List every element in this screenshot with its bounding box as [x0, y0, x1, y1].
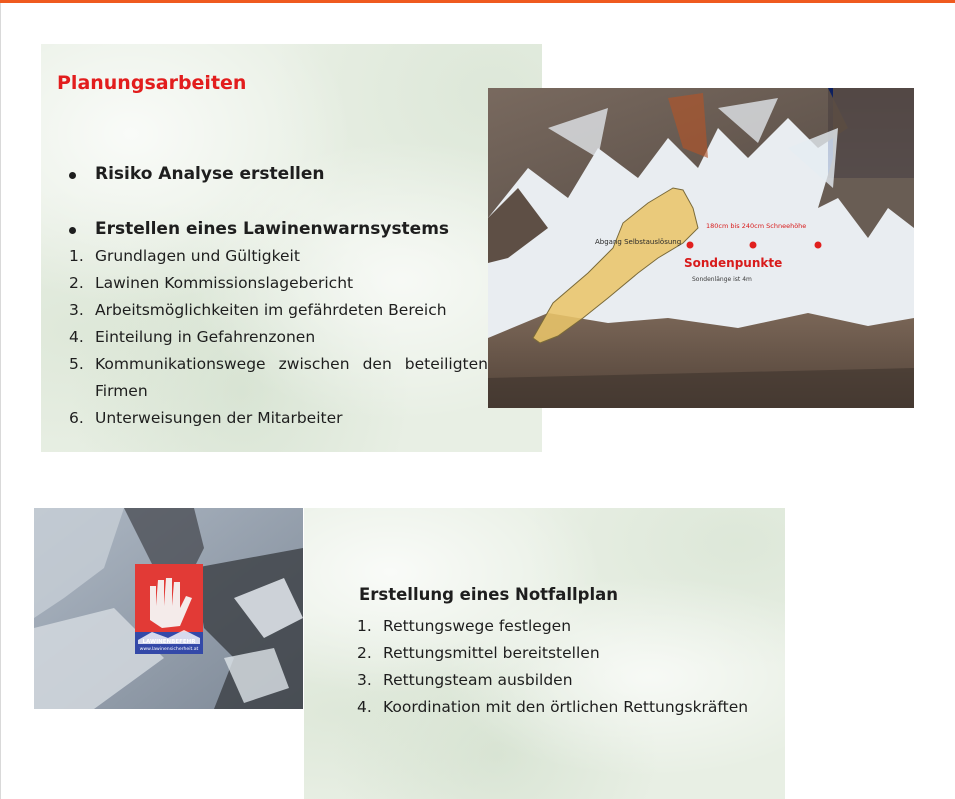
label-snow-depth: 180cm bis 240cm Schneehöhe — [706, 222, 807, 230]
bullet-text: Risiko Analyse erstellen — [95, 164, 325, 184]
list-text: Rettungsmittel bereitstellen — [383, 644, 600, 662]
list-item — [357, 640, 777, 667]
avalanche-illustration — [34, 508, 303, 709]
label-release: Abgang Selbstauslösung — [595, 238, 682, 246]
emergency-numbered-list — [357, 613, 777, 721]
list-item — [69, 270, 488, 297]
list-text: Grundlagen und Gültigkeit — [95, 247, 300, 265]
list-item — [69, 405, 488, 432]
bullet-dot-icon — [69, 227, 76, 234]
list-text: Rettungsteam ausbilden — [383, 671, 573, 689]
planning-numbered-list — [69, 243, 488, 432]
label-probe-length: Sondenlänge ist 4m — [692, 276, 752, 283]
list-item — [357, 667, 777, 694]
list-number: 4. — [69, 328, 84, 346]
list-item — [357, 613, 777, 640]
list-number: 4. — [357, 698, 372, 716]
logo-url: www.lawinensicherheit.at — [139, 647, 199, 652]
logo-title: LAWINENBEFEHR — [142, 639, 196, 645]
planning-heading: Planungsarbeiten — [57, 72, 247, 94]
list-item — [69, 243, 488, 270]
list-item — [69, 324, 488, 351]
avalanche-photo — [34, 508, 303, 709]
list-text: Unterweisungen der Mitarbeiter — [95, 409, 343, 427]
list-number: 3. — [69, 301, 84, 319]
list-number: 1. — [69, 247, 84, 265]
list-item — [69, 297, 488, 324]
list-item — [69, 351, 488, 405]
list-text: Einteilung in Gefahrenzonen — [95, 328, 316, 346]
emergency-heading: Erstellung eines Notfallplan — [359, 585, 619, 604]
list-number: 3. — [357, 671, 372, 689]
label-probe-points: Sondenpunkte — [684, 256, 783, 270]
list-text: Kommunikationswege zwischen den beteiligten Firmen — [95, 355, 488, 400]
bullet-text: Erstellen eines Lawinenwarnsystems — [95, 219, 450, 239]
list-number: 2. — [69, 274, 84, 292]
list-number: 5. — [69, 355, 84, 373]
list-text: Koordination mit den örtlichen Rettungskräften — [383, 698, 749, 716]
mountain-slope-illustration — [488, 88, 914, 408]
bullet-dot-icon — [69, 172, 76, 179]
left-border — [0, 3, 1, 799]
top-accent-border — [0, 0, 955, 3]
list-text: Rettungswege festlegen — [383, 617, 572, 635]
mountain-slope-photo — [488, 88, 914, 408]
list-item — [357, 694, 777, 721]
list-number: 2. — [357, 644, 372, 662]
list-number: 1. — [357, 617, 372, 635]
list-text: Lawinen Kommissionslagebericht — [95, 274, 354, 292]
list-number: 6. — [69, 409, 84, 427]
list-text: Arbeitsmöglichkeiten im gefährdeten Bereich — [95, 301, 447, 319]
